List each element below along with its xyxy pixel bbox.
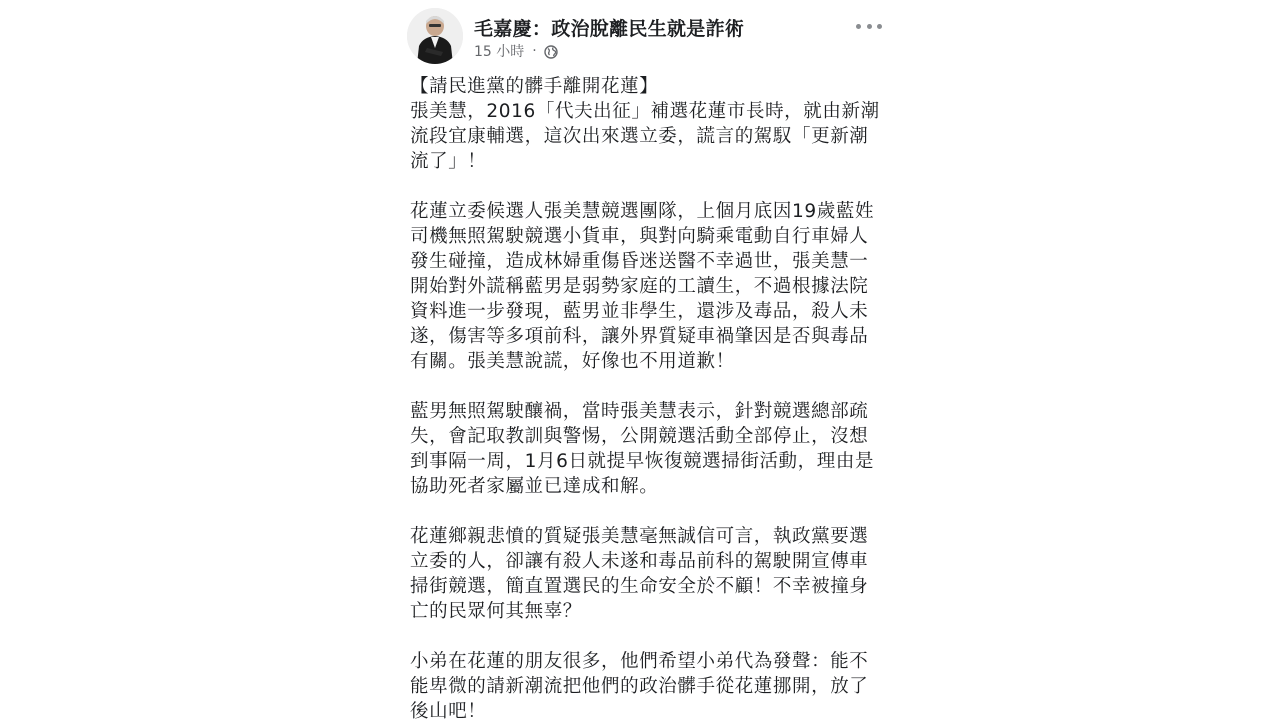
post-text-line: 張美慧，2016「代夫出征」補選花蓮市長時，就由新潮 [410, 101, 880, 122]
paragraph-gap [410, 374, 880, 399]
post-meta [474, 41, 558, 61]
post-text-line: 亡的民眾何其無辜？ [410, 601, 582, 622]
post-text-line: 失，會記取教訓與警惕，公開競選活動全部停止，沒想 [410, 426, 869, 447]
post-paragraph [410, 649, 880, 724]
post-text-line: 能卑微的請新潮流把他們的政治髒手從花蓮挪開，放了 [410, 676, 869, 697]
facebook-post [396, 0, 886, 720]
post-text-line: 協助死者家屬並已達成和解。 [410, 476, 659, 497]
post-text-line: 到事隔一周，1月6日就提早恢復競選掃街活動，理由是 [410, 451, 875, 472]
post-text-line: 小弟在花蓮的朋友很多，他們希望小弟代為發聲：能不 [410, 651, 869, 672]
meta-separator: · [532, 43, 537, 59]
post-text-line: 遂，傷害等多項前科，讓外界質疑車禍肇因是否與毒品 [410, 326, 869, 347]
post-text-line: 【請民進黨的髒手離開花蓮】 [410, 76, 659, 97]
post-paragraph [410, 199, 880, 374]
globe-icon[interactable] [544, 45, 558, 59]
post-text-line: 花蓮鄉親悲憤的質疑張美慧毫無誠信可言，執政黨要選 [410, 526, 869, 547]
avatar[interactable] [407, 8, 463, 64]
post-text-line: 藍男無照駕駛釀禍，當時張美慧表示，針對競選總部疏 [410, 401, 869, 422]
paragraph-gap [410, 499, 880, 524]
post-text-line: 花蓮立委候選人張美慧競選團隊，上個月底因19歲藍姓 [410, 201, 875, 222]
post-paragraph [410, 524, 880, 624]
post-text-line: 立委的人，卻讓有殺人未遂和毒品前科的駕駛開宣傳車 [410, 551, 869, 572]
post-text-line: 掃街競選，簡直置選民的生命安全於不顧！不幸被撞身 [410, 576, 869, 597]
post-text-line: 資料進一步發現，藍男並非學生，還涉及毒品，殺人未 [410, 301, 869, 322]
post-text-line: 開始對外謊稱藍男是弱勢家庭的工讀生，不過根據法院 [410, 276, 869, 297]
paragraph-gap [410, 174, 880, 199]
post-header [396, 0, 886, 70]
post-text-line: 發生碰撞，造成林婦重傷昏迷送醫不幸過世，張美慧一 [410, 251, 869, 272]
post-author[interactable]: 毛嘉慶：政治脫離民生就是詐術 [474, 18, 745, 40]
post-text-line: 流了」！ [410, 151, 487, 172]
more-horizontal-icon[interactable] [856, 16, 882, 36]
post-paragraph [410, 74, 880, 174]
paragraph-gap [410, 624, 880, 649]
profile-photo-icon [407, 8, 463, 64]
post-text-line: 司機無照駕駛競選小貨車，與對向騎乘電動自行車婦人 [410, 226, 869, 247]
post-text-line: 流段宜康輔選，這次出來選立委，謊言的駕馭「更新潮 [410, 126, 869, 147]
post-text-line: 後山吧！ [410, 701, 487, 722]
post-body [410, 74, 880, 724]
post-timestamp[interactable]: 15 小時 [474, 44, 525, 60]
post-paragraph [410, 399, 880, 499]
post-text-line: 有關。張美慧說謊，好像也不用道歉！ [410, 351, 735, 372]
